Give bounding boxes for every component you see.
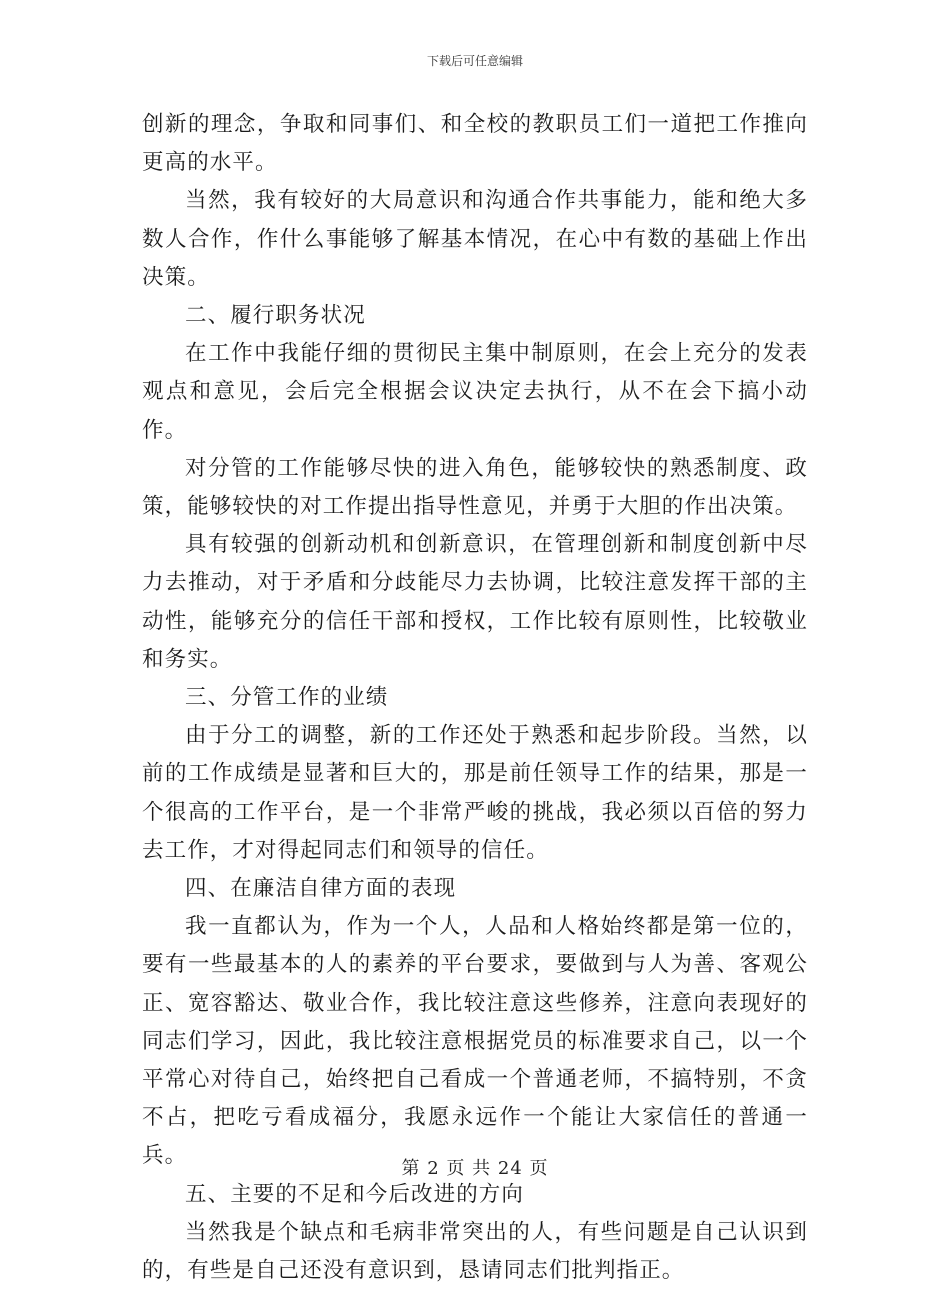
page-footer xyxy=(0,1154,950,1180)
footer-prefix: 第 xyxy=(401,1158,421,1179)
section-heading: 五、主要的不足和今后改进的方向 xyxy=(185,1181,525,1207)
paragraph: 具有较强的创新动机和创新意识，在管理创新和制度创新中尽力去推动，对于矛盾和分歧能尽力去协调，比较注意发挥干部的主动性，能够充分的信任干部和授权，工作比较有原则性，比较敬业和务实。 xyxy=(142,532,808,672)
paragraph-continuation: 创新的理念，争取和同事们、和全校的教职员工们一道把工作推向更高的水平。 xyxy=(142,112,808,176)
page-total: 24 xyxy=(497,1158,523,1179)
document-body xyxy=(142,106,808,1290)
paragraph: 我一直都认为，作为一个人，人品和人格始终都是第一位的，要有一些最基本的人的素养的平台要求，要做到与人为善、客观公正、宽容豁达、敬业合作，我比较注意这些修养，注意向表现好的同志们学习，因此，我比较注意根据党员的标准要求自己，以一个平常心对待自己，始终把自己看成一个普通老师，不搞特别，不贪不占，把吃亏看成福分，我愿永远作一个能让大家信任的普通一兵。 xyxy=(142,914,808,1169)
paragraph: 当然，我有较好的大局意识和沟通合作共事能力，能和绝大多数人合作，作什么事能够了解基本情况，在心中有数的基础上作出决策。 xyxy=(142,188,808,290)
footer-suffix: 页 xyxy=(529,1158,549,1179)
paragraph: 在工作中我能仔细的贯彻民主集中制原则，在会上充分的发表观点和意见，会后完全根据会议决定去执行，从不在会下搞小动作。 xyxy=(142,341,808,443)
section-heading: 四、在廉洁自律方面的表现 xyxy=(185,876,457,902)
paragraph: 当然我是个缺点和毛病非常突出的人，有些问题是自己认识到的，有些是自己还没有意识到，恳请同志们批判指正。 xyxy=(142,1219,808,1284)
header-text: 下载后可任意编辑 xyxy=(426,54,523,68)
section-heading: 三、分管工作的业绩 xyxy=(185,685,389,711)
page-number: 2 xyxy=(427,1158,440,1179)
page-header xyxy=(0,52,950,69)
section-heading: 二、履行职务状况 xyxy=(185,303,366,329)
paragraph: 由于分工的调整，新的工作还处于熟悉和起步阶段。当然，以前的工作成绩是显著和巨大的，那是前任领导工作的结果，那是一个很高的工作平台，是一个非常严峻的挑战，我必须以百倍的努力去工作，才对得起同志们和领导的信任。 xyxy=(142,723,808,863)
footer-middle: 页 共 xyxy=(446,1158,492,1179)
paragraph: 对分管的工作能够尽快的进入角色，能够较快的熟悉制度、政策，能够较快的对工作提出指导性意见，并勇于大胆的作出决策。 xyxy=(142,455,808,520)
